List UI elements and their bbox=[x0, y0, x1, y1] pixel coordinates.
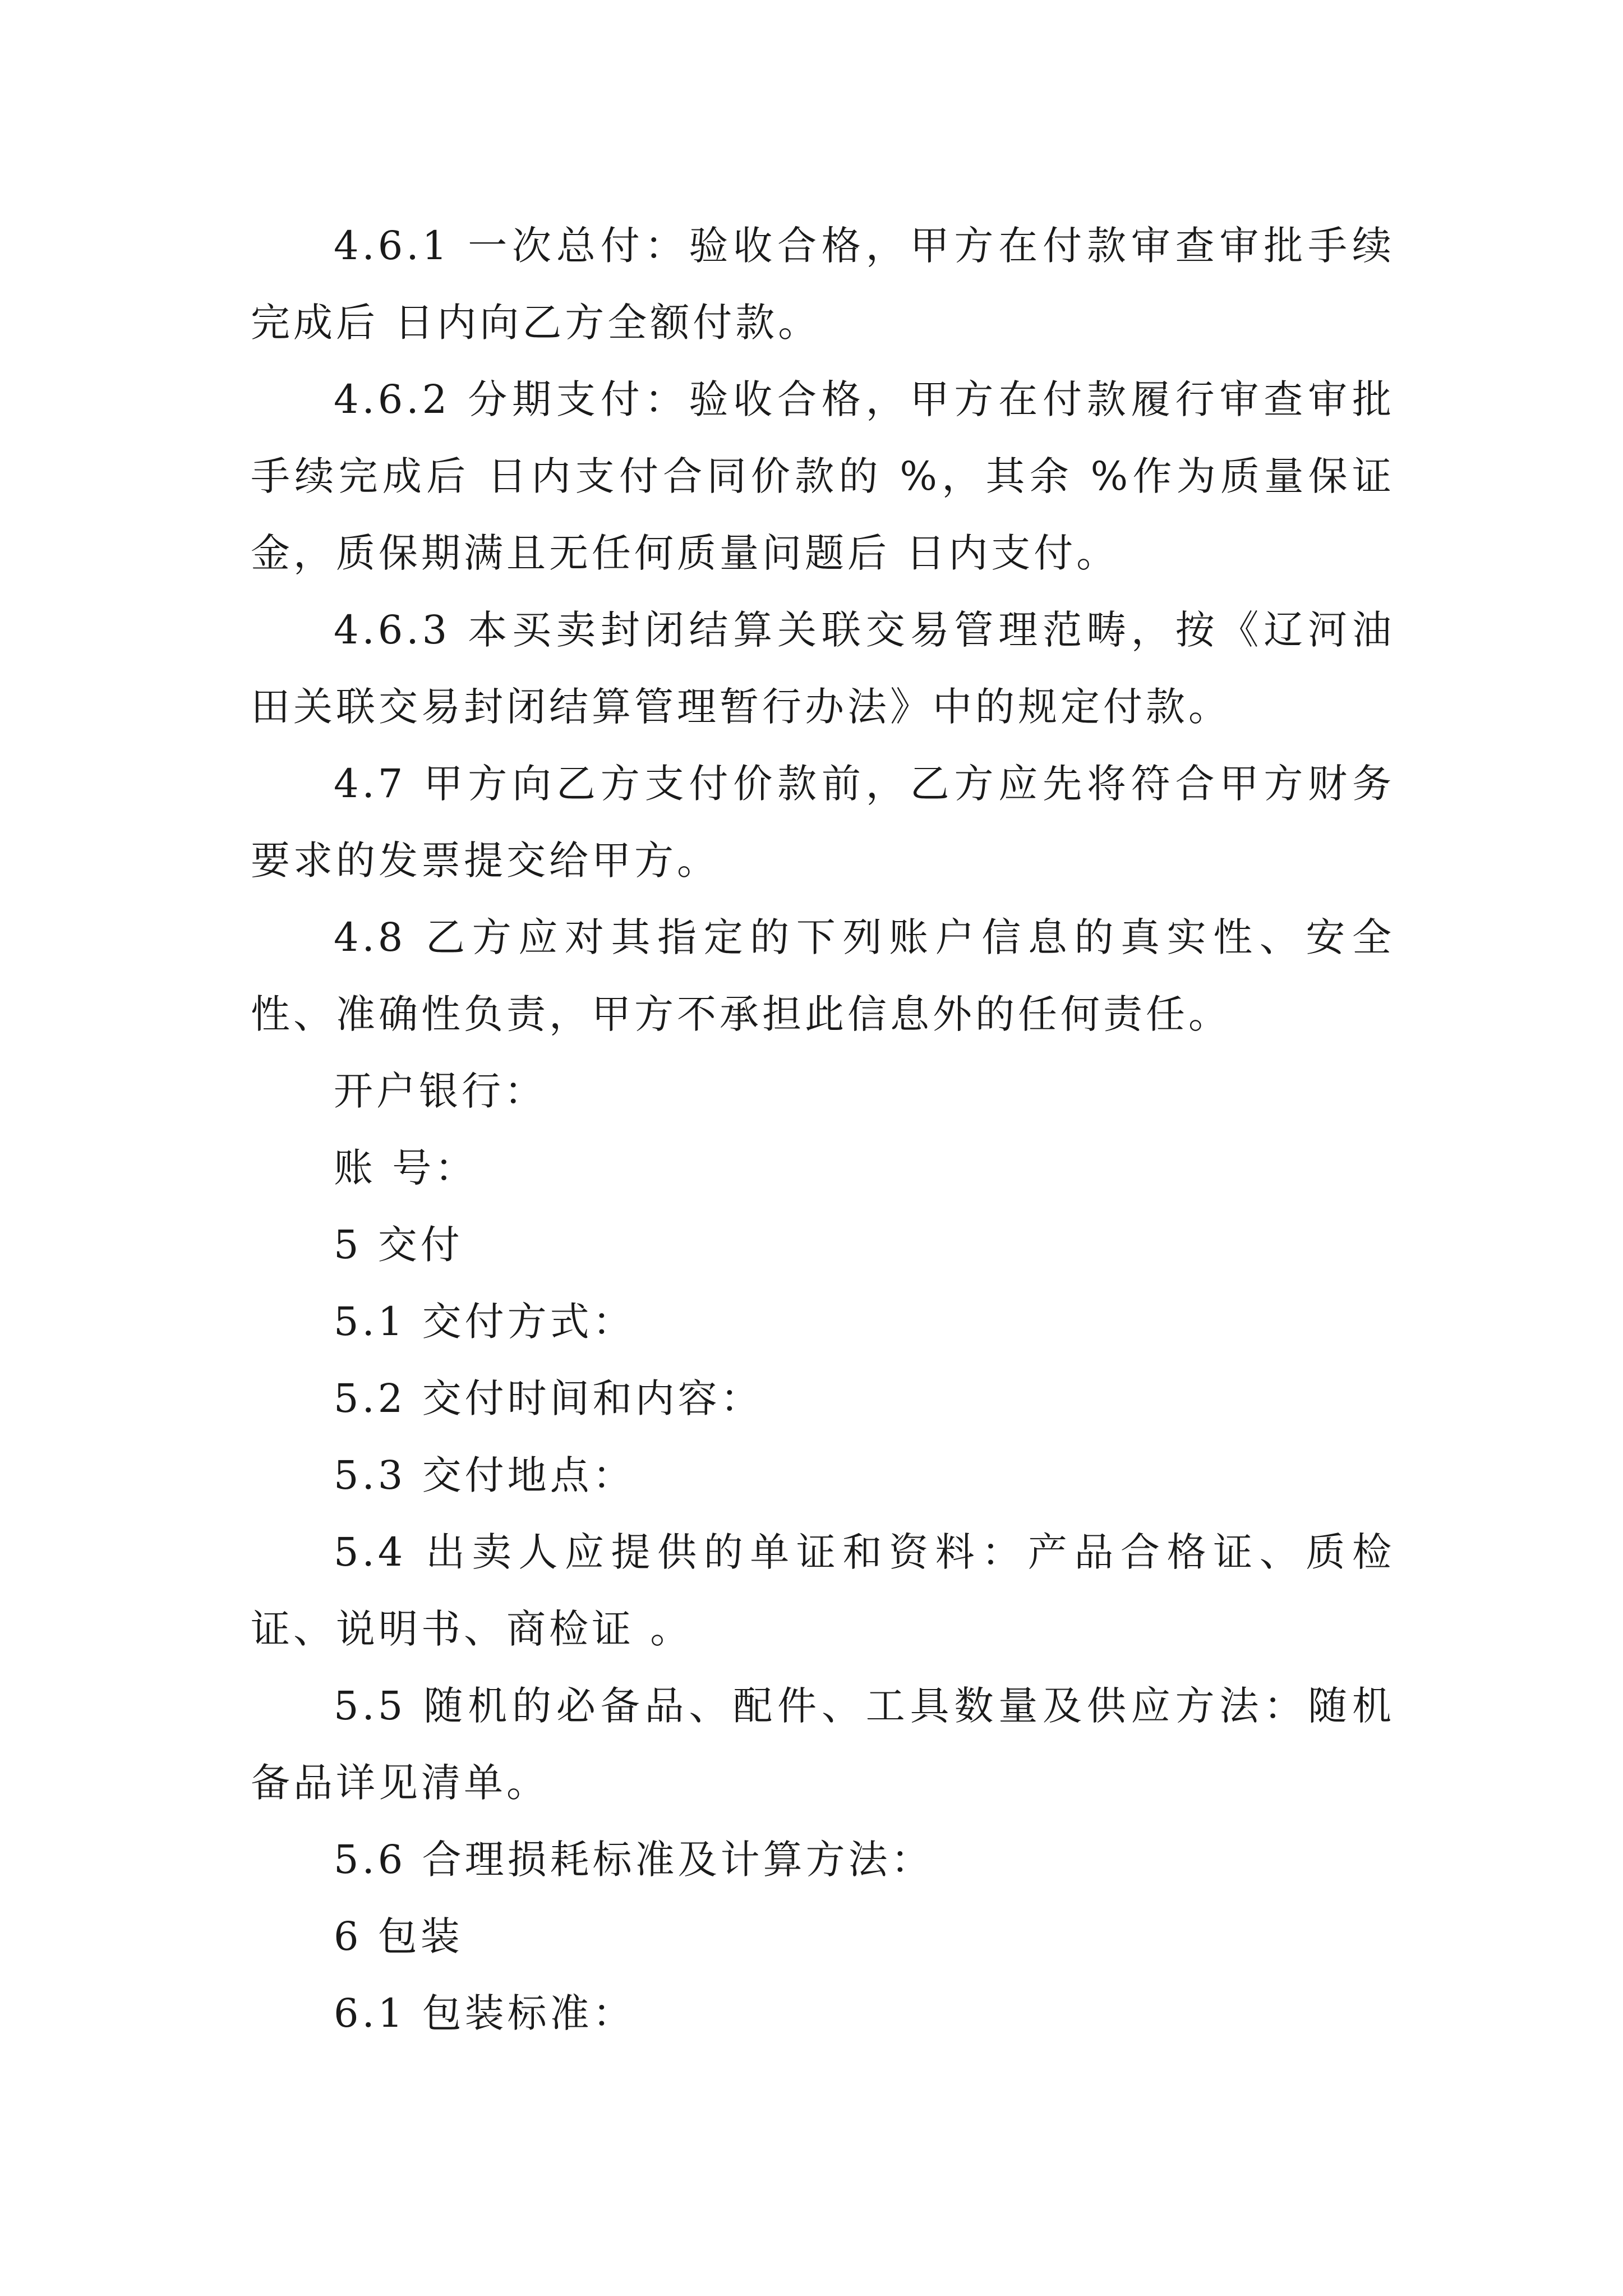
contract-body bbox=[251, 208, 1395, 2052]
bank-name-line: 开户银行： bbox=[334, 1068, 547, 1114]
clause-4-6-3: 4.6.3 本买卖封闭结算关联交易管理范畴，按《辽河油田关联交易封闭结算管理暂行办法》中的规定付款。 bbox=[251, 607, 1395, 730]
clause-5-3: 5.3 交付地点： bbox=[334, 1452, 635, 1498]
section-6-heading: 6 包装 bbox=[334, 1913, 463, 1959]
clause-5-4: 5.4 出卖人应提供的单证和资料：产品合格证、质检证、说明书、商检证 。 bbox=[251, 1529, 1395, 1652]
clause-4-7: 4.7 甲方向乙方支付价款前，乙方应先将符合甲方财务要求的发票提交给甲方。 bbox=[251, 761, 1395, 884]
clause-5-5: 5.5 随机的必备品、配件、工具数量及供应方法：随机备品详见清单。 bbox=[251, 1683, 1395, 1806]
clause-5-2: 5.2 交付时间和内容： bbox=[334, 1375, 763, 1421]
account-number-line: 账 号： bbox=[334, 1145, 478, 1191]
clause-5-6: 5.6 合理损耗标准及计算方法： bbox=[334, 1837, 934, 1883]
clause-5-1: 5.1 交付方式： bbox=[334, 1299, 635, 1345]
clause-6-1: 6.1 包装标准： bbox=[334, 1990, 635, 2036]
section-5-heading: 5 交付 bbox=[334, 1222, 463, 1268]
clause-4-6-2: 4.6.2 分期支付：验收合格，甲方在付款履行审查审批手续完成后 日内支付合同价款的 %，其余 %作为质量保证金，质保期满且无任何质量问题后 日内支付。 bbox=[251, 376, 1395, 576]
clause-4-8: 4.8 乙方应对其指定的下列账户信息的真实性、安全性、准确性负责，甲方不承担此信息外的任何责任。 bbox=[251, 914, 1395, 1037]
clause-4-6-1: 4.6.1 一次总付：验收合格，甲方在付款审查审批手续完成后 日内向乙方全额付款。 bbox=[251, 223, 1395, 346]
